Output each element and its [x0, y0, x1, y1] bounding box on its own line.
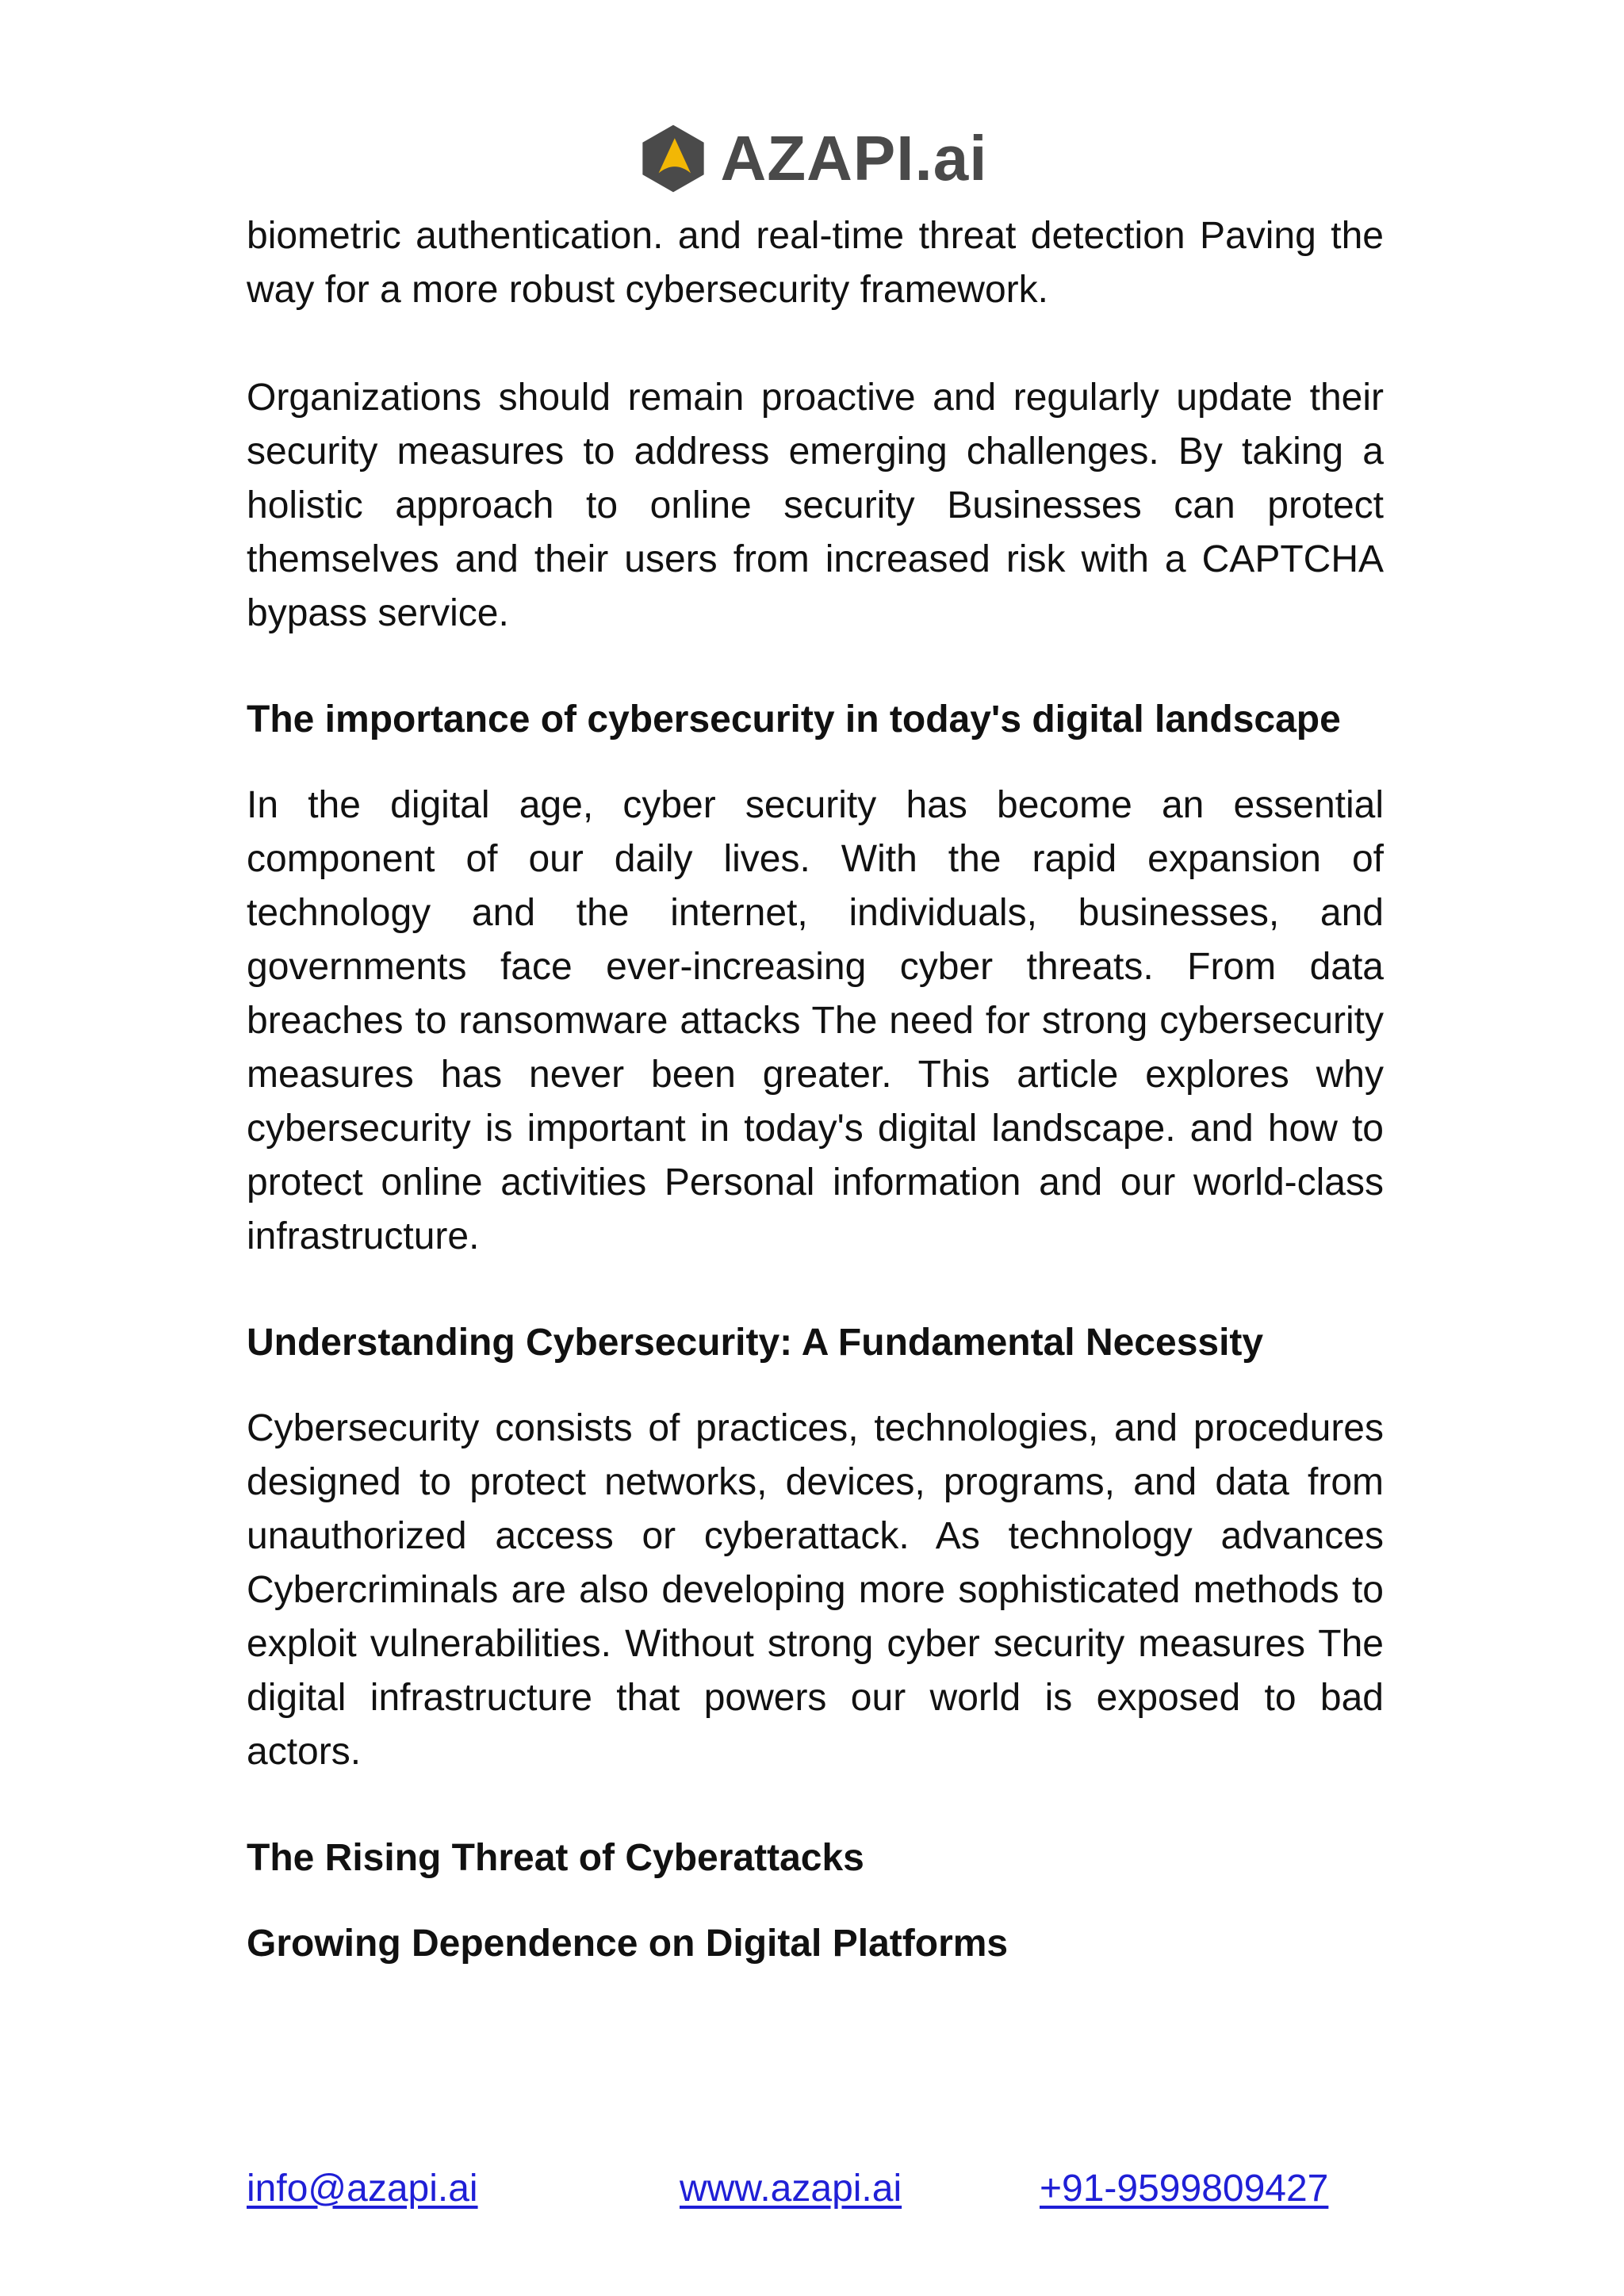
paragraph: In the digital age, cyber security has become an essential component of our daily lives. With the rapid expansion of technology and the internet, individuals, businesses, and governments face ever-increasing cyber threats. From data breaches to ransomware attacks The need for strong cybersecurity measures has never been greater. This article explores why cybersecurity is important in today's digital landscape. and how to protect online activities Personal information and our world-class infrastructure. — [247, 784, 1384, 1257]
paragraph: Organizations should remain proactive and regularly update their security measures to address emerging challenges. By taking a holistic approach to online security Businesses can protect themselves and their users from increased risk with a CAPTCHA bypass service. — [247, 377, 1384, 634]
website-link[interactable]: www.azapi.ai — [680, 2168, 902, 2210]
email-link[interactable]: info@azapi.ai — [247, 2168, 478, 2210]
company-logo — [637, 122, 988, 195]
azapi-logo-icon — [637, 122, 710, 195]
section-heading: The importance of cybersecurity in today's digital landscape — [247, 698, 1341, 740]
document-body — [247, 209, 1384, 1971]
paragraph: Cybersecurity consists of practices, technologies, and procedures designed to protect networks, devices, programs, and data from unauthorized access or cyberattack. As technology advances Cybercriminals are also developing more sophisticated methods to exploit vulnerabilities. Without strong cyber security measures The digital infrastructure that powers our world is exposed to bad actors. — [247, 1407, 1384, 1773]
section-heading: Understanding Cybersecurity: A Fundamental Necessity — [247, 1322, 1264, 1364]
page-header — [0, 119, 1624, 198]
paragraph: biometric authentication. and real-time threat detection Paving the way for a more robust cybersecurity framework. — [247, 215, 1384, 311]
page-footer — [0, 2161, 1624, 2217]
logo-text: AZAPI.ai — [720, 123, 988, 193]
section-heading: Growing Dependence on Digital Platforms — [247, 1923, 1009, 1965]
phone-link[interactable]: +91-9599809427 — [1040, 2168, 1329, 2210]
section-heading: The Rising Threat of Cyberattacks — [247, 1837, 864, 1879]
